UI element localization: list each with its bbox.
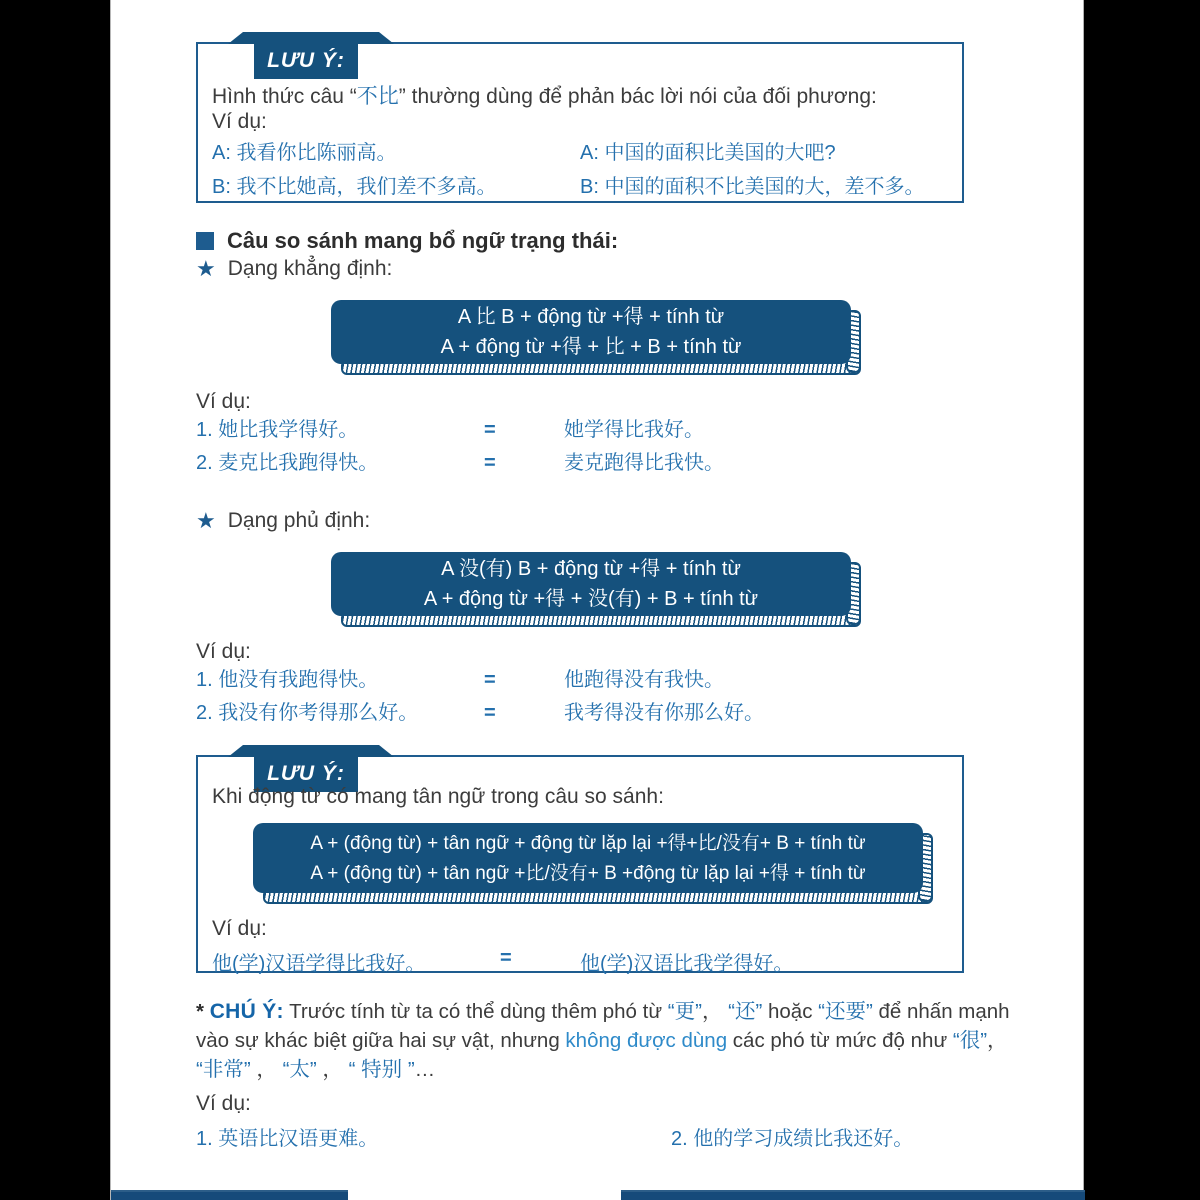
chu-y-text-5: …	[414, 1058, 436, 1081]
example-right: 她学得比我好。	[564, 419, 704, 441]
chinese-term: “非常”	[196, 1058, 251, 1081]
formula-negative-body	[331, 552, 851, 616]
example-right: 我考得没有你那么好。	[564, 702, 764, 724]
examples-negative-grid	[196, 664, 764, 730]
note1-example-grid	[212, 138, 924, 203]
chu-y-text-3: để nhấn mạnh vào sự khác biệt giữa hai sự vật, nhưng	[196, 1000, 1010, 1052]
formula-affirmative-line2: A + động từ +得 + 比 + B + tính từ	[440, 335, 742, 358]
chu-y-text-2: hoặc	[762, 1000, 819, 1023]
vidu-label-3: Ví dụ:	[196, 1092, 251, 1115]
right-black-margin	[1084, 0, 1200, 1200]
affirmative-label: Dạng khẳng định:	[227, 257, 393, 280]
note1-intro-chinese: 不比	[356, 85, 399, 108]
equals-sign: =	[484, 669, 496, 691]
luu-y-box-1	[196, 42, 964, 203]
formula-negative-line1: A 没(有) B + động từ +得 + tính từ	[441, 557, 741, 580]
chinese-term: “太”	[282, 1058, 317, 1081]
examples-affirmative-grid	[196, 414, 724, 480]
blue-square-bullet-icon	[196, 232, 214, 250]
punct: ，	[987, 1029, 1008, 1052]
footer-bar-left	[111, 1190, 348, 1200]
example-left: 2. 麦克比我跑得快。	[196, 452, 379, 474]
chinese-term: “更”	[667, 1000, 702, 1023]
chinese-term: “ 特别 ”	[348, 1058, 415, 1081]
final-example-1: 1. 英语比汉语更难。	[196, 1128, 379, 1150]
luu-y-tab-label: LƯU Ý:	[254, 42, 358, 79]
chu-y-text-1: Trước tính từ ta có thể dùng thêm phó từ	[283, 1000, 668, 1023]
highlighted-phrase: không được dùng	[565, 1029, 728, 1052]
left-black-margin	[0, 0, 110, 1200]
luu-y-box-2	[196, 755, 964, 973]
footer-bar-right	[621, 1190, 1085, 1200]
equals-sign: =	[484, 452, 496, 474]
section-heading	[196, 228, 618, 254]
chinese-term: “还”	[728, 1000, 763, 1023]
section-heading-text: Câu so sánh mang bổ ngữ trạng thái:	[227, 228, 619, 253]
note2-vidu-label: Ví dụ:	[212, 917, 267, 940]
note2-example-row	[212, 947, 793, 976]
note1-intro-pre: Hình thức câu “	[212, 85, 357, 108]
formula-affirmative-line1: A 比 B + động từ +得 + tính từ	[457, 305, 725, 328]
note1-intro-post: ” thường dùng để phản bác lời nói của đối phương:	[398, 85, 877, 108]
equals-sign: =	[484, 419, 496, 441]
formula-box-negative	[331, 552, 851, 616]
chu-y-text-4: các phó từ mức độ như	[727, 1029, 953, 1052]
vidu-label-1: Ví dụ:	[196, 390, 251, 413]
note1-vidu-label: Ví dụ:	[212, 110, 267, 133]
negative-subheading	[196, 508, 370, 534]
punct: ，	[250, 1058, 283, 1081]
equals-sign: =	[500, 947, 512, 969]
example-left: 2. 我没有你考得那么好。	[196, 702, 419, 724]
chu-y-paragraph	[196, 997, 1012, 1084]
final-example-2: 2. 他的学习成绩比我还好。	[671, 1128, 914, 1150]
formula-object-line1: A + (động từ) + tân ngữ + động từ lặp lại +得+比/没有+ B + tính từ	[310, 832, 866, 854]
example-right: 他(学)汉语比我学得好。	[580, 953, 794, 975]
examples-final-row	[196, 1122, 913, 1151]
star-bullet-icon: ★	[196, 256, 216, 281]
formula-negative-line2: A + động từ +得 + 没(有) + B + tính từ	[423, 587, 759, 610]
punct: ，	[701, 1000, 729, 1023]
page-content-area	[110, 0, 1084, 1200]
example-left: 1. 她比我学得好。	[196, 419, 359, 441]
punct: ，	[316, 1058, 349, 1081]
chinese-term: “很”	[952, 1029, 988, 1052]
formula-box-object	[253, 823, 923, 893]
formula-object-line2: A + (động từ) + tân ngữ +比/没有+ B +động từ lặp lại +得 + tính từ	[310, 862, 866, 884]
example-left: 他(学)汉语学得比我好。	[212, 953, 426, 975]
example-b-right: B: 中国的面积不比美国的大，差不多。	[580, 176, 925, 198]
luu-y-tab-label: LƯU Ý:	[254, 755, 358, 792]
formula-affirmative-body	[331, 300, 851, 364]
formula-box-affirmative	[331, 300, 851, 364]
note1-intro-line	[212, 80, 877, 110]
note2-intro-line: Khi động từ có mang tân ngữ trong câu so sánh:	[212, 785, 664, 808]
affirmative-subheading	[196, 256, 392, 282]
negative-label: Dạng phủ định:	[227, 509, 371, 532]
example-a-right: A: 中国的面积比美国的大吧?	[580, 142, 836, 164]
formula-object-body	[253, 823, 923, 893]
example-right: 他跑得没有我快。	[564, 669, 724, 691]
example-left: 1. 他没有我跑得快。	[196, 669, 379, 691]
star-bullet-icon: ★	[196, 508, 216, 533]
vidu-label-2: Ví dụ:	[196, 640, 251, 663]
chu-y-label: CHÚ Ý:	[209, 1000, 284, 1023]
asterisk-mark: *	[196, 1000, 210, 1023]
example-a-left: A: 我看你比陈丽高。	[212, 142, 397, 164]
example-right: 麦克跑得比我快。	[564, 452, 724, 474]
example-b-left: B: 我不比她高，我们差不多高。	[212, 176, 497, 198]
equals-sign: =	[484, 702, 496, 724]
chinese-term: “还要”	[818, 1000, 873, 1023]
